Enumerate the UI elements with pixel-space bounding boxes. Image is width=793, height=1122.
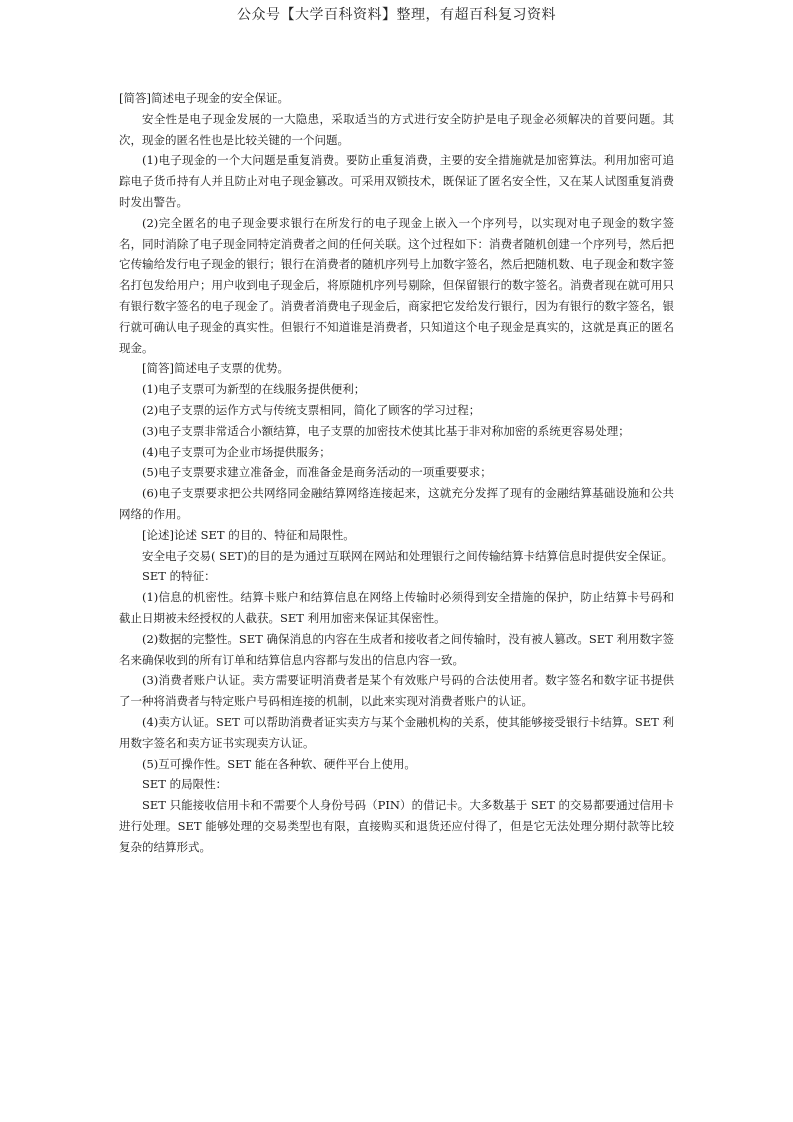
paragraph: [简答]简述电子支票的优势。 xyxy=(142,361,289,376)
paragraph: (2)数据的完整性。SET 确保消息的内容在生成者和接收者之间传输时，没有被人篡改。SET 利用数字签名来确保收到的所有订单和结算信息内容都与发出的信息内容一致。 xyxy=(119,631,674,667)
paragraph: (6)电子支票要求把公共网络同金融结算网络连接起来，这就充分发挥了现有的金融结算基础设施和公共网络的作用。 xyxy=(119,486,674,521)
paragraph: (3)电子支票非常适合小额结算，电子支票的加密技术使其比基于非对称加密的系统更容易处理； xyxy=(142,423,630,438)
paragraph: (5)互可操作性。SET 能在各种软、硬件平台上使用。 xyxy=(142,756,416,771)
paragraph: (3)消费者账户认证。卖方需要证明消费者是某个有效账户号码的合法使用者。数字签名和数字证书提供了一种将消费者与特定账户号码相连接的机制，以此来实现对消费者账户的认证。 xyxy=(119,673,674,709)
paragraph: 安全性是电子现金发展的一大隐患，采取适当的方式进行安全防护是电子现金必须解决的首要问题。其次，现金的匿名性也是比较关键的一个问题。 xyxy=(119,111,674,147)
document-body xyxy=(119,88,674,857)
paragraph: [论述]论述 SET 的目的、特征和局限性。 xyxy=(142,527,355,542)
paragraph: (2)完全匿名的电子现金要求银行在所发行的电子现金上嵌入一个序列号，以实现对电子现金的数字签名，同时消除了电子现金同特定消费者之间的任何关联。这个过程如下：消费者随机创建一个序列号，然后把它传输给发行电子现金的银行；银行在消费者的随机序列号上加数字签名，然后把随机数、电子现金和数字签名打包发给用户；用户收到电子现金后，将原随机序列号剔除，但保留银行的数字签名。消费者现在就可用只有银行数字签名的电子现金了。消费者消费电子现金后，商家把它发给发行银行，因为有银行的数字签名，银行就可确认电子现金的真实性。但银行不知道谁是消费者，只知道这个电子现金是真实的，这就是真正的匿名现金。 xyxy=(119,215,674,355)
paragraph: (5)电子支票要求建立准备金，而准备金是商务活动的一项重要要求； xyxy=(142,465,492,480)
paragraph: (1)电子支票可为新型的在线服务提供便利； xyxy=(142,382,366,397)
paragraph: SET 的特征： xyxy=(142,569,216,584)
paragraph: SET 只能接收信用卡和不需要个人身份号码（PIN）的借记卡。大多数基于 SET 的交易都要通过信用卡进行处理。SET 能够处理的交易类型也有限，直接购买和退货还应付得了，但是它无法处理分期付款等比较复杂的结算形式。 xyxy=(119,798,674,854)
paragraph: (1)电子现金的一个大问题是重复消费。要防止重复消费，主要的安全措施就是加密算法。利用加密可追踪电子货币持有人并且防止对电子现金篡改。可采用双锁技术，既保证了匿名安全性，又在某人试图重复消费时发出警告。 xyxy=(119,153,674,209)
paragraph: [简答]简述电子现金的安全保证。 xyxy=(119,91,289,105)
paragraph: (2)电子支票的运作方式与传统支票相同，简化了顾客的学习过程； xyxy=(142,402,481,417)
page-header: 公众号【大学百科资料】整理，有超百科复习资料 xyxy=(237,7,556,23)
paragraph: (4)电子支票可为企业市场提供服务； xyxy=(142,444,331,459)
paragraph: 安全电子交易( SET)的目的是为通过互联网在网站和处理银行之间传输结算卡结算信息时提供安全保证。 xyxy=(142,548,674,563)
paragraph: (1)信息的机密性。结算卡账户和结算信息在网络上传输时必须得到安全措施的保护，防止结算卡号码和截止日期被未经授权的人截获。SET 利用加密来保证其保密性。 xyxy=(119,590,674,625)
paragraph: (4)卖方认证。SET 可以帮助消费者证实卖方与某个金融机构的关系，使其能够接受银行卡结算。SET 利用数字签名和卖方证书实现卖方认证。 xyxy=(119,714,674,750)
paragraph: SET 的局限性： xyxy=(142,777,228,792)
